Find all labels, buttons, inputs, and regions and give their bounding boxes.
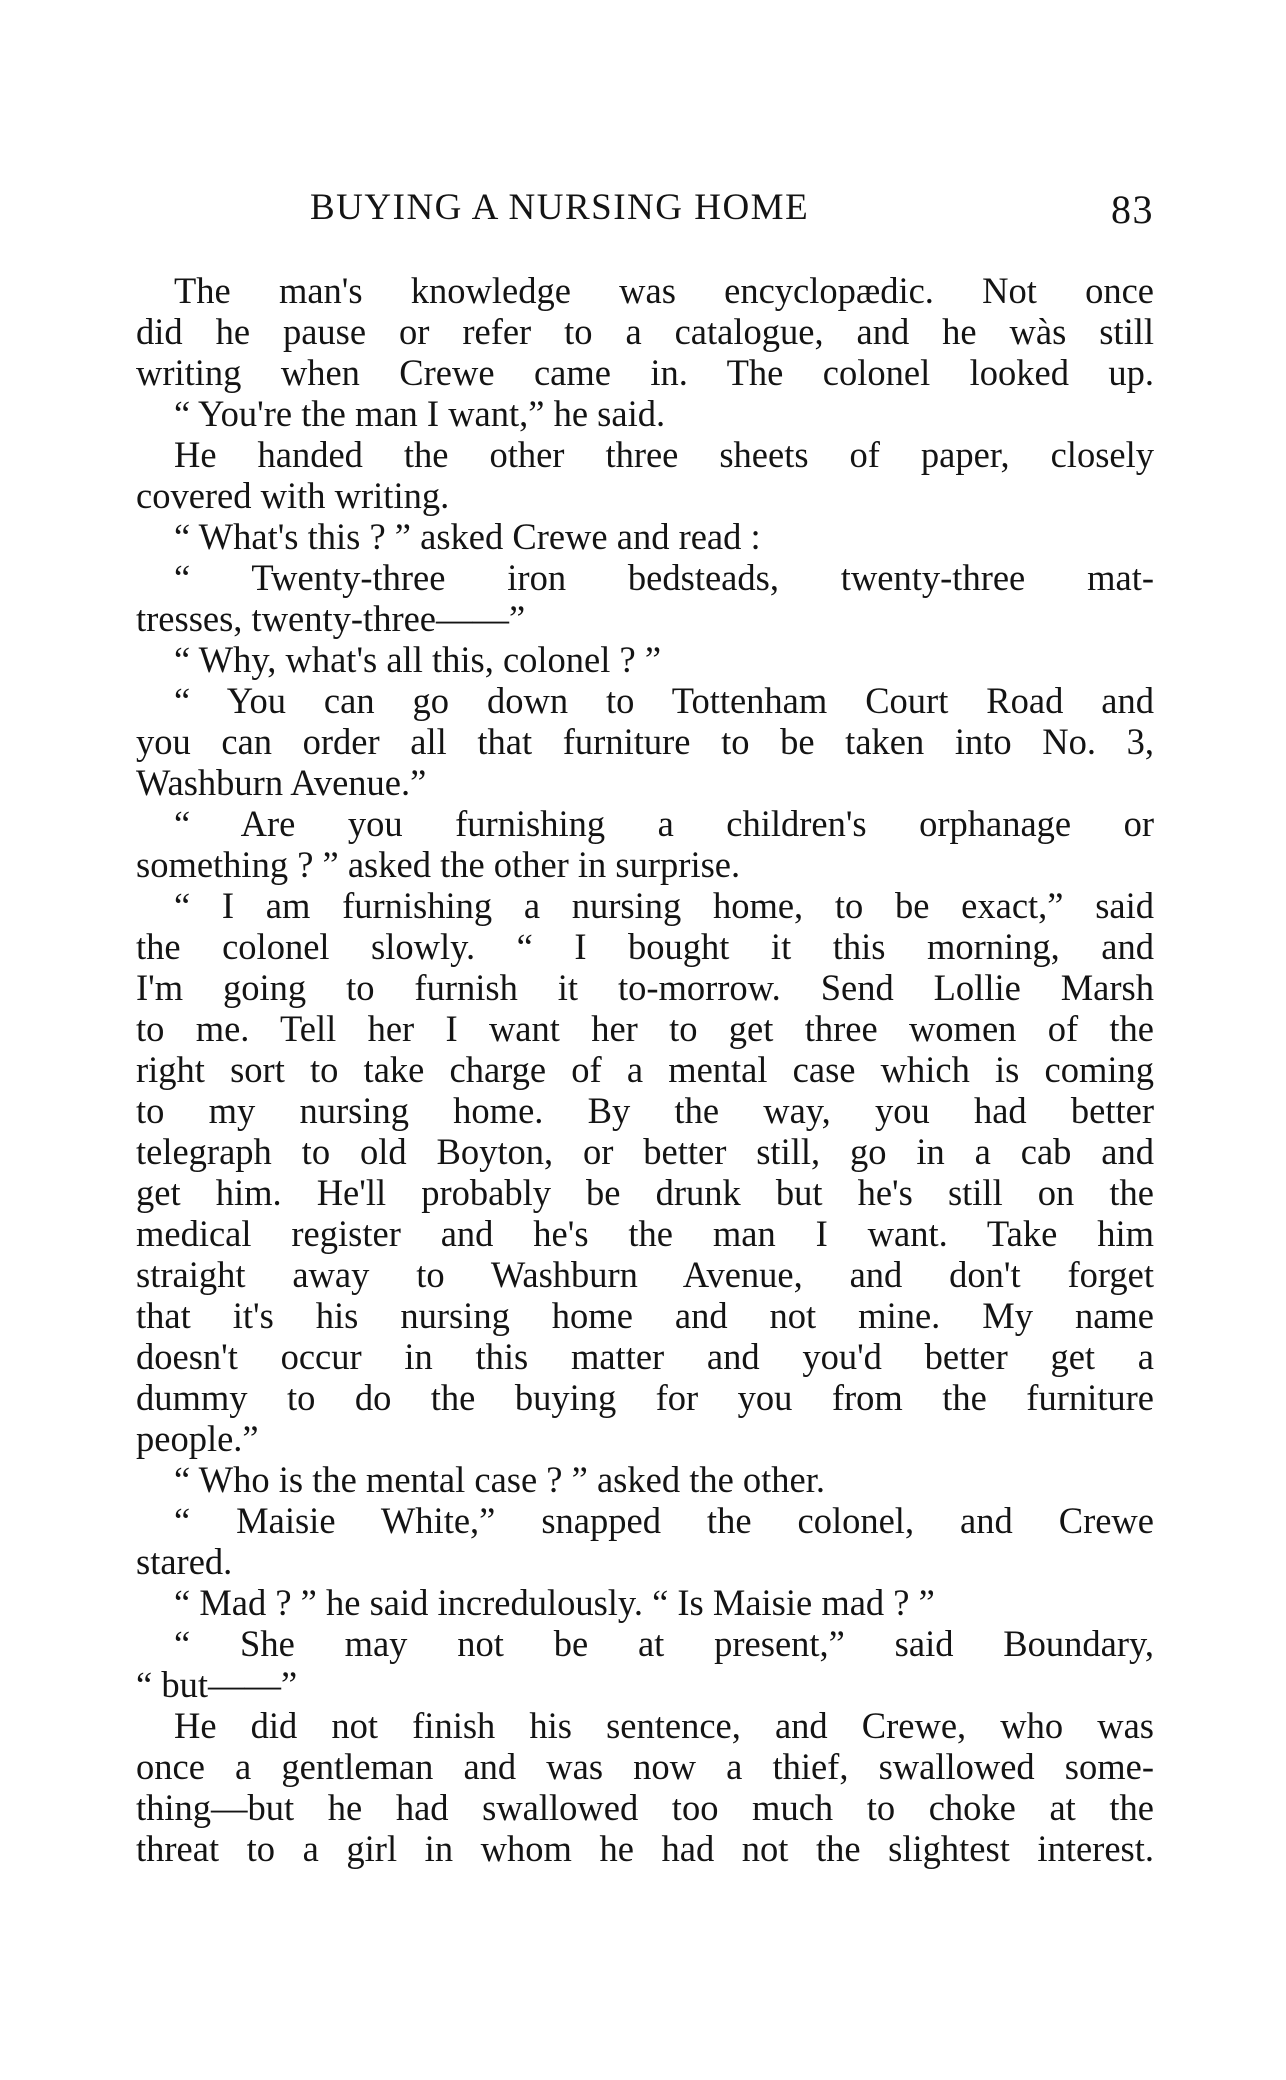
text-line: to my nursing home. By the way, you had better <box>136 1090 1154 1131</box>
text-line: I'm going to furnish it to-morrow. Send Lollie Marsh <box>136 967 1154 1008</box>
text-line: He handed the other three sheets of paper, closely <box>174 434 1154 475</box>
text-line: “ Mad ? ” he said incredulously. “ Is Maisie mad ? ” <box>174 1582 935 1623</box>
text-line: once a gentleman and was now a thief, swallowed some- <box>136 1746 1154 1787</box>
text-line: right sort to take charge of a mental case which is coming <box>136 1049 1154 1090</box>
text-line: the colonel slowly. “ I bought it this morning, and <box>136 926 1154 967</box>
text-line: He did not finish his sentence, and Crewe, who was <box>174 1705 1154 1746</box>
text-line: dummy to do the buying for you from the furniture <box>136 1377 1154 1418</box>
text-line: did he pause or refer to a catalogue, and he wàs still <box>136 311 1154 352</box>
text-line: something ? ” asked the other in surprise. <box>136 844 741 885</box>
text-line: writing when Crewe came in. The colonel looked up. <box>136 352 1154 393</box>
text-line: “ Maisie White,” snapped the colonel, and Crewe <box>174 1500 1154 1541</box>
text-line: stared. <box>136 1541 233 1582</box>
text-line: telegraph to old Boyton, or better still, go in a cab and <box>136 1131 1154 1172</box>
page-number: 83 <box>1111 187 1154 232</box>
text-line: “ What's this ? ” asked Crewe and read : <box>174 516 761 557</box>
running-head <box>136 186 1154 238</box>
text-line: to me. Tell her I want her to get three women of the <box>136 1008 1154 1049</box>
text-line: “ Why, what's all this, colonel ? ” <box>174 639 662 680</box>
text-line: “ She may not be at present,” said Boundary, <box>174 1623 1154 1664</box>
text-line: “ but——” <box>136 1664 298 1705</box>
text-line: “ Twenty-three iron bedsteads, twenty-three mat- <box>174 557 1154 598</box>
text-line: The man's knowledge was encyclopædic. Not once <box>174 270 1154 311</box>
text-line: “ You're the man I want,” he said. <box>174 393 666 434</box>
text-line: “ Who is the mental case ? ” asked the other. <box>174 1459 826 1500</box>
text-line: doesn't occur in this matter and you'd better get a <box>136 1336 1154 1377</box>
body-text <box>136 270 1154 1869</box>
running-title: BUYING A NURSING HOME <box>310 187 810 228</box>
text-line: medical register and he's the man I want. Take him <box>136 1213 1154 1254</box>
text-line: thing—but he had swallowed too much to choke at the <box>136 1787 1154 1828</box>
text-line: covered with writing. <box>136 475 450 516</box>
text-line: you can order all that furniture to be taken into No. 3, <box>136 721 1154 762</box>
text-line: “ I am furnishing a nursing home, to be exact,” said <box>174 885 1154 926</box>
text-line: Washburn Avenue.” <box>136 762 427 803</box>
text-line: “ Are you furnishing a children's orphanage or <box>174 803 1154 844</box>
text-line: straight away to Washburn Avenue, and don't forget <box>136 1254 1154 1295</box>
text-line: people.” <box>136 1418 259 1459</box>
text-line: get him. He'll probably be drunk but he's still on the <box>136 1172 1154 1213</box>
text-line: that it's his nursing home and not mine. My name <box>136 1295 1154 1336</box>
text-line: tresses, twenty-three——” <box>136 598 526 639</box>
text-line: “ You can go down to Tottenham Court Road and <box>174 680 1154 721</box>
text-line: threat to a girl in whom he had not the slightest interest. <box>136 1828 1154 1869</box>
